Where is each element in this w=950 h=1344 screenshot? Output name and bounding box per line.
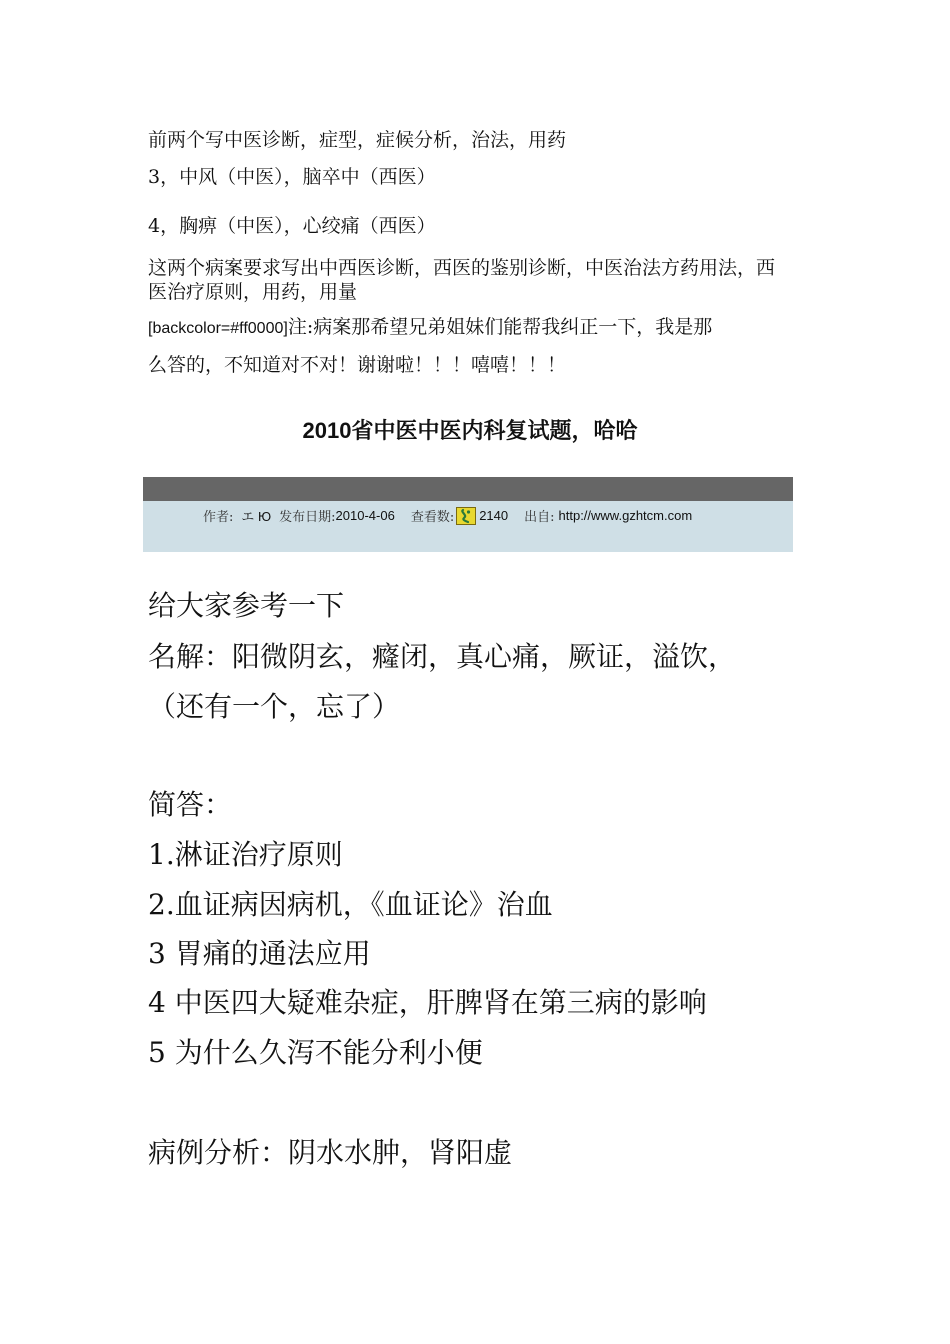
intro-line-6: 么答的，不知道对不对！谢谢啦！！！嘻嘻！！！ [148,354,567,376]
views-value: 2140 [479,508,509,523]
question-3: 3 胃痛的通法应用 [148,937,371,970]
article-meta-bar [143,477,793,552]
meta-stripe [143,477,793,501]
article-title: 2010省中医中医内科复试题，哈哈 [302,418,638,443]
terms-line: 名解：阳微阴玄，癃闭，真心痛，厥证，溢饮， [148,640,737,673]
view-count-icon [456,507,476,525]
intro-line-2: 3，中风（中医），脑卒中（西医） [148,166,436,188]
short-answer-heading: 简答： [148,788,233,821]
source-label: 出自: [524,510,555,525]
case-analysis: 病例分析：阴水水肿，肾阳虚 [148,1136,513,1169]
author-label: 作者: [203,510,234,525]
views-label: 查看数: [410,510,455,525]
terms-note: （还有一个，忘了） [148,690,401,723]
question-1: 1.淋证治疗原则 [148,838,343,871]
question-2: 2.血证病因病机，《血证论》治血 [148,888,553,921]
meta-row [203,506,692,525]
date-label: 发布日期: [279,510,336,525]
note-code: [backcolor=#ff0000] [148,320,288,337]
body-intro: 给大家参考一下 [148,589,345,622]
question-4: 4 中医四大疑难杂症，肝脾肾在第三病的影响 [148,986,707,1019]
source-value[interactable]: http://www.gzhtcm.com [558,508,693,523]
intro-line-4: 这两个病案要求写出中西医诊断，西医的鉴别诊断，中医治法方药用法，西医治疗原则，用药，用量 [148,257,776,303]
intro-note [148,315,712,341]
date-value: 2010-4-06 [335,508,395,523]
question-5: 5 为什么久泻不能分利小便 [148,1036,483,1069]
author-value: エ Ю [241,509,272,524]
note-text: 注:病案那希望兄弟姐妹们能帮我纠正一下，我是那 [287,316,713,338]
intro-line-1: 前两个写中医诊断，症型，症候分析，治法，用药 [148,129,567,151]
intro-line-3: 4，胸痹（中医），心绞痛（西医） [148,215,436,237]
